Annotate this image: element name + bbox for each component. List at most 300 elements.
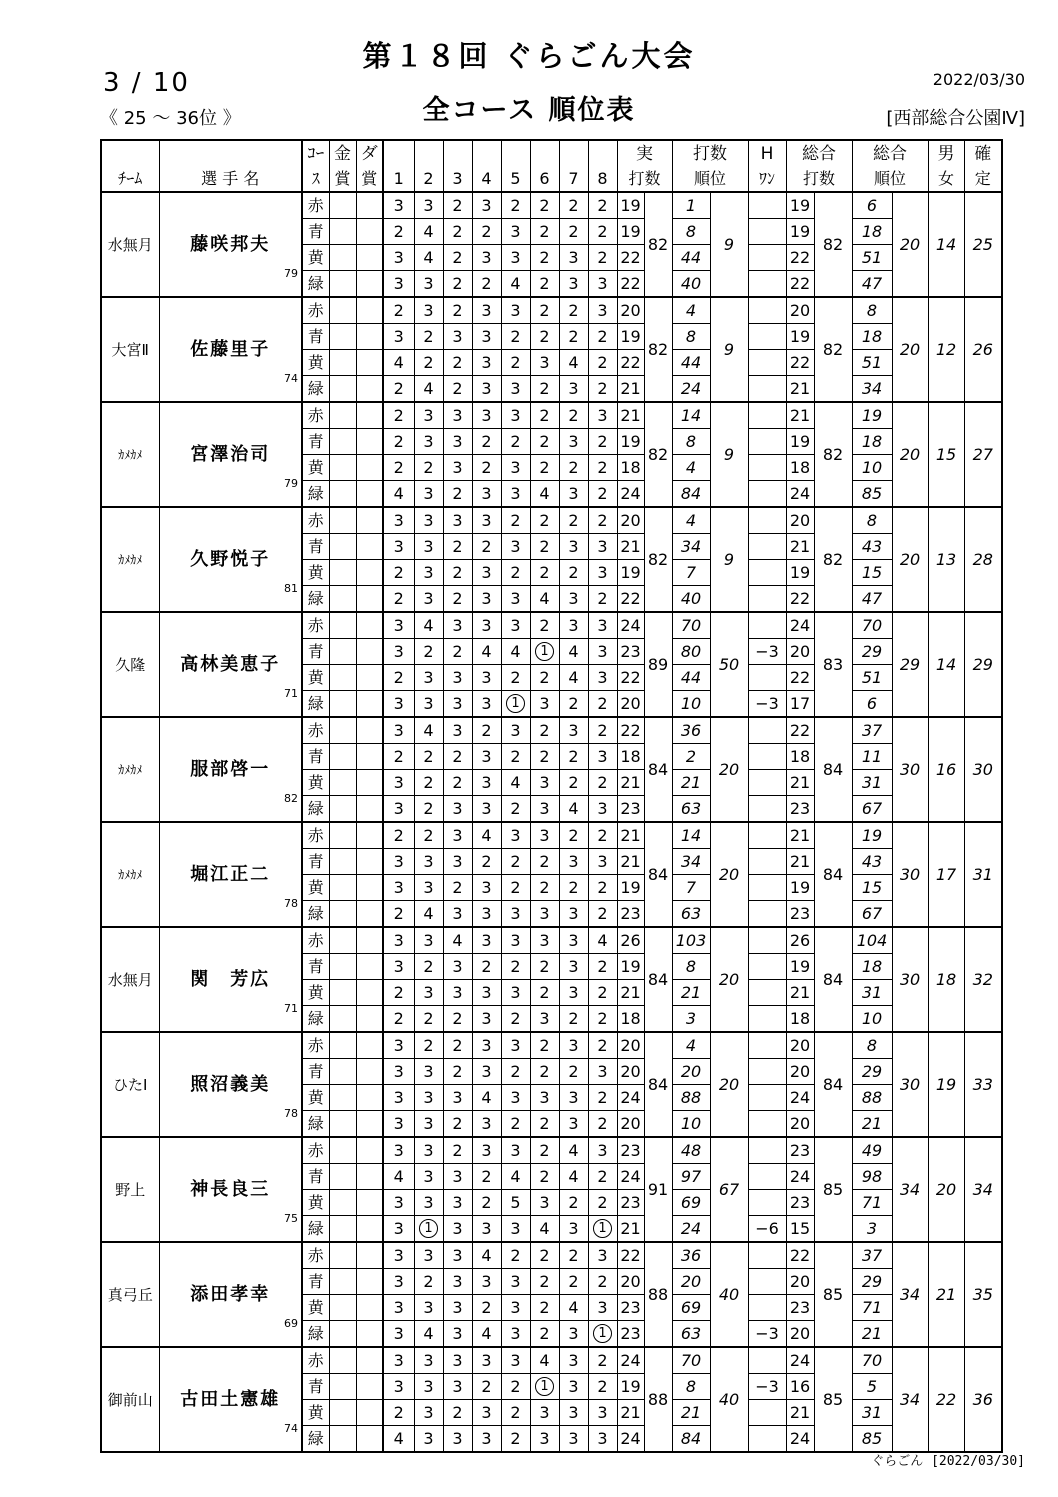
course-total-rank: 8 xyxy=(852,297,892,324)
player-name: 堀江正二 xyxy=(190,863,271,885)
course-strokes-rank: 103 xyxy=(672,927,710,954)
gold-prize-cell xyxy=(329,1164,356,1190)
da-prize-cell xyxy=(356,1321,383,1348)
hole-score: 3 xyxy=(443,1347,472,1374)
gold-prize-cell xyxy=(329,534,356,560)
hole-score: 2 xyxy=(530,324,559,350)
hole-score: 2 xyxy=(530,402,559,429)
course-strokes-rank: 8 xyxy=(672,954,710,980)
hole-score: 3 xyxy=(443,1426,472,1453)
results-body xyxy=(101,192,1002,1452)
total-rank: 30 xyxy=(892,927,928,1032)
hole-score: 3 xyxy=(414,560,443,586)
hole-score: 3 xyxy=(443,1164,472,1190)
course-total-rank: 43 xyxy=(852,534,892,560)
hole-score: 3 xyxy=(383,1269,414,1295)
actual-strokes: 84 xyxy=(644,1032,672,1137)
hole-score: 2 xyxy=(472,219,501,245)
hole-in-one-bonus xyxy=(748,402,786,429)
hole-score: 2 xyxy=(443,586,472,613)
hole-score: 3 xyxy=(559,1216,588,1243)
hole-score: 4 xyxy=(530,481,559,508)
hole-score: 3 xyxy=(588,1059,617,1085)
course-strokes-rank: 63 xyxy=(672,901,710,928)
hole-score: 3 xyxy=(588,560,617,586)
da-prize-cell xyxy=(356,1137,383,1164)
total-strokes: 82 xyxy=(814,402,852,507)
hole-score: 2 xyxy=(443,1400,472,1426)
player-name-cell xyxy=(159,507,302,612)
hole-score: 3 xyxy=(414,271,443,298)
course-total-rank: 6 xyxy=(852,691,892,718)
course-strokes: 21 xyxy=(617,1216,644,1243)
hole-score: 3 xyxy=(501,402,530,429)
hole-score: 4 xyxy=(530,1347,559,1374)
hole-score: 2 xyxy=(501,1242,530,1269)
team-name: 御前山 xyxy=(101,1347,159,1452)
hole-score: 2 xyxy=(414,1006,443,1033)
course-total-rank: 21 xyxy=(852,1111,892,1138)
strokes-rank: 20 xyxy=(710,927,748,1032)
team-name: 大宮Ⅱ xyxy=(101,297,159,402)
hole-score: 2 xyxy=(501,324,530,350)
hole-score: 2 xyxy=(414,455,443,481)
course-name: 緑 xyxy=(302,1111,329,1138)
course-total: 21 xyxy=(786,402,814,429)
hole-score: 3 xyxy=(472,402,501,429)
course-name: 黄 xyxy=(302,1085,329,1111)
total-strokes: 82 xyxy=(814,297,852,402)
course-total-rank: 51 xyxy=(852,350,892,376)
course-strokes: 23 xyxy=(617,796,644,823)
gold-prize-cell xyxy=(329,927,356,954)
hole-score: 2 xyxy=(383,297,414,324)
hole-score: 3 xyxy=(501,245,530,271)
gold-prize-cell xyxy=(329,1137,356,1164)
hole-score: 3 xyxy=(472,980,501,1006)
hole-in-one-bonus xyxy=(748,744,786,770)
hole-score: 2 xyxy=(559,1059,588,1085)
course-total-rank: 98 xyxy=(852,1164,892,1190)
col-team-top xyxy=(101,140,159,166)
hole-score: 3 xyxy=(501,1321,530,1348)
final: 28 xyxy=(964,507,1002,612)
hole-score: 3 xyxy=(414,1400,443,1426)
col-actual: 打数 xyxy=(617,166,672,192)
player-name: 添田孝幸 xyxy=(190,1283,271,1305)
course-total-rank: 6 xyxy=(852,192,892,219)
course-total: 20 xyxy=(786,1321,814,1348)
hole-score: 4 xyxy=(414,245,443,271)
col-hole-7: 7 xyxy=(559,166,588,192)
da-prize-cell xyxy=(356,770,383,796)
hole-in-one-mark: 1 xyxy=(535,642,554,661)
gold-prize-cell xyxy=(329,219,356,245)
hole-in-one-bonus xyxy=(748,324,786,350)
hole-score: 3 xyxy=(472,297,501,324)
course-total: 19 xyxy=(786,875,814,901)
hole-score: 3 xyxy=(472,376,501,403)
hole-in-one-bonus xyxy=(748,1032,786,1059)
gold-prize-cell xyxy=(329,612,356,639)
player-age: 74 xyxy=(284,372,298,385)
hole-in-one-bonus: −3 xyxy=(748,691,786,718)
hole-score: 3 xyxy=(588,1295,617,1321)
da-prize-cell xyxy=(356,1190,383,1216)
hole-in-one-bonus xyxy=(748,770,786,796)
gold-prize-cell xyxy=(329,954,356,980)
gold-prize-cell xyxy=(329,402,356,429)
hole-score: 3 xyxy=(501,1032,530,1059)
hole-score: 2 xyxy=(530,1295,559,1321)
hole-score: 3 xyxy=(472,560,501,586)
course-name: 黄 xyxy=(302,770,329,796)
course-strokes: 20 xyxy=(617,507,644,534)
course-name: 緑 xyxy=(302,1426,329,1453)
col-total-rank-top: 総合 xyxy=(852,140,928,166)
hole-score: 3 xyxy=(472,1216,501,1243)
hole-score: 4 xyxy=(559,796,588,823)
hole-score: 2 xyxy=(501,507,530,534)
hole-score: 4 xyxy=(414,901,443,928)
hole-in-one-mark: 1 xyxy=(419,1219,438,1238)
course-name: 青 xyxy=(302,1374,329,1400)
hole-score: 2 xyxy=(530,1269,559,1295)
course-strokes-rank: 48 xyxy=(672,1137,710,1164)
hole-score: 2 xyxy=(530,875,559,901)
hole-score: 3 xyxy=(501,927,530,954)
da-prize-cell xyxy=(356,586,383,613)
player-name-cell xyxy=(159,1242,302,1347)
gold-prize-cell xyxy=(329,1321,356,1348)
course-strokes-rank: 36 xyxy=(672,1242,710,1269)
hole-in-one-bonus xyxy=(748,954,786,980)
hole-score: 2 xyxy=(443,271,472,298)
player-name-cell xyxy=(159,1032,302,1137)
final: 35 xyxy=(964,1242,1002,1347)
course-total: 22 xyxy=(786,350,814,376)
hole-score: 3 xyxy=(414,507,443,534)
hole-score: 3 xyxy=(530,350,559,376)
player-name-cell xyxy=(159,717,302,822)
course-total: 20 xyxy=(786,1111,814,1138)
hole-score: 2 xyxy=(530,717,559,744)
da-prize-cell xyxy=(356,507,383,534)
course-strokes: 23 xyxy=(617,1137,644,1164)
hole-score: 2 xyxy=(472,1164,501,1190)
hole-score: 3 xyxy=(472,770,501,796)
hole-score: 2 xyxy=(414,1269,443,1295)
hole-score: 2 xyxy=(588,481,617,508)
gold-prize-cell xyxy=(329,1190,356,1216)
hole-score: 3 xyxy=(414,429,443,455)
hole-in-one-bonus xyxy=(748,350,786,376)
final: 29 xyxy=(964,612,1002,717)
hole-score: 2 xyxy=(501,1374,530,1400)
course-name: 赤 xyxy=(302,1032,329,1059)
hole-score: 3 xyxy=(530,1006,559,1033)
hole-in-one-bonus: −3 xyxy=(748,639,786,665)
course-strokes: 22 xyxy=(617,717,644,744)
course-strokes-rank: 1 xyxy=(672,192,710,219)
team-name: 水無月 xyxy=(101,192,159,297)
course-strokes-rank: 21 xyxy=(672,1400,710,1426)
hole-score: 3 xyxy=(501,376,530,403)
hole-score: 2 xyxy=(588,1006,617,1033)
hole-score: 3 xyxy=(383,612,414,639)
gold-prize-cell xyxy=(329,1085,356,1111)
hole-score: 3 xyxy=(443,1190,472,1216)
hole-score: 2 xyxy=(443,481,472,508)
course-strokes-rank: 40 xyxy=(672,271,710,298)
hole-score: 2 xyxy=(530,1321,559,1348)
hole-score: 3 xyxy=(588,402,617,429)
hole-score: 2 xyxy=(588,1111,617,1138)
col-hole-6: 6 xyxy=(530,166,559,192)
hole-score: 2 xyxy=(559,1190,588,1216)
hole-score: 2 xyxy=(501,1059,530,1085)
hole-score: 2 xyxy=(383,1400,414,1426)
da-prize-cell xyxy=(356,324,383,350)
course-strokes: 19 xyxy=(617,954,644,980)
hole-score: 2 xyxy=(588,901,617,928)
hole-score: 3 xyxy=(443,1269,472,1295)
course-total: 20 xyxy=(786,1269,814,1295)
course-strokes-rank: 2 xyxy=(672,744,710,770)
hole-score: 3 xyxy=(472,1111,501,1138)
da-prize-cell xyxy=(356,717,383,744)
hole-score: 3 xyxy=(559,586,588,613)
hole-score: 3 xyxy=(559,1111,588,1138)
course-total-rank: 10 xyxy=(852,455,892,481)
course-strokes-rank: 14 xyxy=(672,402,710,429)
hole-score: 3 xyxy=(414,1426,443,1453)
da-prize-cell xyxy=(356,1400,383,1426)
course-total-rank: 70 xyxy=(852,612,892,639)
da-prize-cell xyxy=(356,1164,383,1190)
hole-score: 4 xyxy=(501,639,530,665)
hole-score: 3 xyxy=(383,717,414,744)
hole-score: 2 xyxy=(501,796,530,823)
hole-in-one-bonus xyxy=(748,1137,786,1164)
col-total-rank: 順位 xyxy=(852,166,928,192)
course-name: 青 xyxy=(302,1269,329,1295)
course-total: 21 xyxy=(786,534,814,560)
col-team: ﾁｰﾑ xyxy=(101,166,159,192)
hole-score: 3 xyxy=(383,770,414,796)
total-rank: 34 xyxy=(892,1137,928,1242)
course-total-rank: 47 xyxy=(852,586,892,613)
strokes-rank: 20 xyxy=(710,822,748,927)
hole-score: 3 xyxy=(472,612,501,639)
hole-score: 3 xyxy=(530,1426,559,1453)
hole-score: 3 xyxy=(414,691,443,718)
final: 36 xyxy=(964,1347,1002,1452)
hole-in-one-bonus xyxy=(748,1400,786,1426)
player-age: 71 xyxy=(284,1002,298,1015)
col-actual-top: 実 xyxy=(617,140,672,166)
course-strokes: 22 xyxy=(617,665,644,691)
hole-score: 2 xyxy=(588,219,617,245)
hole-score: 4 xyxy=(559,639,588,665)
player-age: 81 xyxy=(284,582,298,595)
hole-score: 3 xyxy=(472,1269,501,1295)
hole-score: 2 xyxy=(588,1164,617,1190)
gold-prize-cell xyxy=(329,770,356,796)
gold-prize-cell xyxy=(329,376,356,403)
course-strokes-rank: 44 xyxy=(672,350,710,376)
hole-score: 4 xyxy=(530,586,559,613)
player-name: 照沼義美 xyxy=(190,1073,271,1095)
hole-score: 2 xyxy=(588,1032,617,1059)
hole-in-one-bonus xyxy=(748,1164,786,1190)
gold-prize-cell xyxy=(329,1032,356,1059)
course-strokes-rank: 7 xyxy=(672,560,710,586)
course-total-rank: 85 xyxy=(852,481,892,508)
hole-in-one-bonus xyxy=(748,1111,786,1138)
final: 25 xyxy=(964,192,1002,297)
gold-prize-cell xyxy=(329,717,356,744)
player-name: 久野悦子 xyxy=(190,548,271,570)
hole-score: 2 xyxy=(559,402,588,429)
hole-score: 3 xyxy=(443,901,472,928)
player-age: 79 xyxy=(284,267,298,280)
course-strokes-rank: 4 xyxy=(672,297,710,324)
hole-score: 3 xyxy=(443,665,472,691)
hole-in-one-bonus xyxy=(748,665,786,691)
player-name: 宮澤治司 xyxy=(190,443,271,465)
hole-score: 2 xyxy=(588,376,617,403)
table-row xyxy=(101,717,1002,744)
hole-score: 3 xyxy=(588,271,617,298)
course-strokes: 22 xyxy=(617,350,644,376)
da-prize-cell xyxy=(356,297,383,324)
hole-score: 2 xyxy=(501,350,530,376)
course-strokes: 22 xyxy=(617,271,644,298)
course-strokes: 20 xyxy=(617,1269,644,1295)
course-total: 19 xyxy=(786,219,814,245)
hole-in-one-bonus xyxy=(748,245,786,271)
hole-score: 2 xyxy=(559,744,588,770)
hole-score: 2 xyxy=(530,744,559,770)
course-strokes-rank: 44 xyxy=(672,665,710,691)
gender-rank: 21 xyxy=(928,1242,964,1347)
gold-prize-cell xyxy=(329,822,356,849)
report-date: 2022/03/30 xyxy=(932,70,1025,89)
hole-score: 3 xyxy=(472,586,501,613)
course-name: 赤 xyxy=(302,822,329,849)
hole-score: 2 xyxy=(588,1190,617,1216)
col-course-top: ｺｰ xyxy=(302,140,329,166)
hole-in-one-bonus xyxy=(748,297,786,324)
course-name: 緑 xyxy=(302,691,329,718)
course-total-rank: 8 xyxy=(852,1032,892,1059)
table-row xyxy=(101,507,1002,534)
course-total-rank: 37 xyxy=(852,717,892,744)
course-total-rank: 71 xyxy=(852,1190,892,1216)
course-strokes-rank: 24 xyxy=(672,1216,710,1243)
player-age: 78 xyxy=(284,1107,298,1120)
gold-prize-cell xyxy=(329,744,356,770)
col-hole-1: 1 xyxy=(383,166,414,192)
da-prize-cell xyxy=(356,744,383,770)
course-strokes-rank: 40 xyxy=(672,586,710,613)
hole-score: 2 xyxy=(559,822,588,849)
gold-prize-cell xyxy=(329,665,356,691)
hole-score: 2 xyxy=(559,219,588,245)
header-row-top xyxy=(101,140,1002,166)
course-strokes-rank: 24 xyxy=(672,376,710,403)
hole-score: 3 xyxy=(559,901,588,928)
course-total-rank: 5 xyxy=(852,1374,892,1400)
hole-score: 3 xyxy=(414,586,443,613)
hole-score: 3 xyxy=(443,402,472,429)
total-rank: 34 xyxy=(892,1347,928,1452)
hole-score: 2 xyxy=(588,980,617,1006)
hole-score: 4 xyxy=(414,219,443,245)
hole-score: 2 xyxy=(414,324,443,350)
hole-score: 3 xyxy=(472,665,501,691)
course-strokes: 18 xyxy=(617,455,644,481)
col-hole-8: 8 xyxy=(588,166,617,192)
team-name: 真弓丘 xyxy=(101,1242,159,1347)
course-strokes-rank: 88 xyxy=(672,1085,710,1111)
course-total-rank: 71 xyxy=(852,1295,892,1321)
course-total-rank: 18 xyxy=(852,429,892,455)
course-total: 23 xyxy=(786,1295,814,1321)
hole-score: 2 xyxy=(414,639,443,665)
course-strokes: 21 xyxy=(617,376,644,403)
page-subtitle: 全コース 順位表 xyxy=(422,95,636,126)
hole-score: 2 xyxy=(414,954,443,980)
hole-score: 2 xyxy=(530,297,559,324)
hole-score: 3 xyxy=(383,1111,414,1138)
da-prize-cell xyxy=(356,1006,383,1033)
hole-score: 3 xyxy=(443,954,472,980)
da-prize-cell xyxy=(356,875,383,901)
player-name-cell xyxy=(159,192,302,297)
col-final: 定 xyxy=(964,166,1002,192)
gold-prize-cell xyxy=(329,1269,356,1295)
hole-score: 2 xyxy=(443,1137,472,1164)
course-total-rank: 29 xyxy=(852,639,892,665)
course-name: 青 xyxy=(302,1164,329,1190)
course-total-rank: 70 xyxy=(852,1347,892,1374)
course-total: 26 xyxy=(786,927,814,954)
course-name: 黄 xyxy=(302,665,329,691)
col-gender: 女 xyxy=(928,166,964,192)
hole-score: 2 xyxy=(443,219,472,245)
da-prize-cell xyxy=(356,455,383,481)
course-strokes: 19 xyxy=(617,219,644,245)
player-name-cell xyxy=(159,822,302,927)
player-name-cell xyxy=(159,1347,302,1452)
gold-prize-cell xyxy=(329,639,356,665)
hole-score: 3 xyxy=(443,1242,472,1269)
course-strokes: 20 xyxy=(617,1032,644,1059)
hole-score: 2 xyxy=(530,507,559,534)
hole-score: 3 xyxy=(559,717,588,744)
gold-prize-cell xyxy=(329,192,356,219)
hole-score: 3 xyxy=(588,1242,617,1269)
hole-score: 2 xyxy=(530,1137,559,1164)
hole-score: 3 xyxy=(443,324,472,350)
course-total: 19 xyxy=(786,429,814,455)
da-prize-cell xyxy=(356,1032,383,1059)
hole-score: 2 xyxy=(559,455,588,481)
hole-in-one-bonus xyxy=(748,796,786,823)
da-prize-cell xyxy=(356,534,383,560)
